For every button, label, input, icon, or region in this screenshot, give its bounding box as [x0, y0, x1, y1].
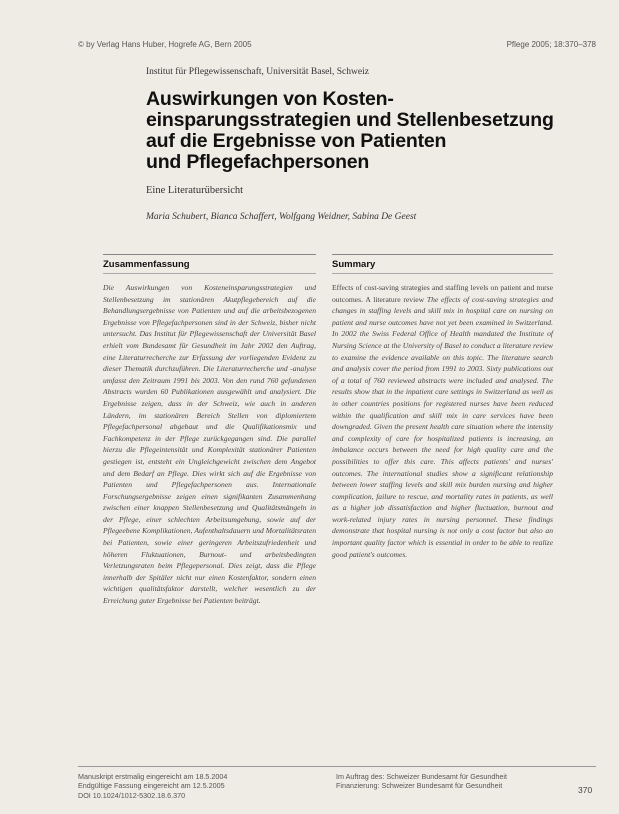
manuscript-final: Endgültige Fassung eingereicht am 12.5.2005: [78, 781, 225, 791]
title-line: auf die Ergebnisse von Patienten: [146, 130, 447, 152]
english-abstract: [332, 254, 553, 560]
english-abstract-lead: Effects of cost-saving strategies and staffing levels on patient and nurse outcomes. A literature review: [332, 283, 553, 304]
article-title: [146, 89, 586, 173]
footer-divider: [78, 766, 596, 767]
german-abstract-text: Die Auswirkungen von Kosteneinsparungsstrategien und Stellenbesetzung im stationären Akutpflegebereich auf die Behandlungsergebnisse von Patienten und auf die arbeitsbezogenen Ergebnisse von Pflegefachpersonen sind in der Schweiz, bisher nicht untersucht. Das Institut für Pflegewissenschaft der Universität Basel erhielt vom Bundesamt für Gesundheit im Jahr 2002 den Auftrag, eine Literaturrecherche zur Erfassung der vorliegenden Evidenz zu dieser Thematik durchzuführen. Die Literaturrecherche und -analyse umfasst den Zeitraum 1991 bis 2003. Von den rund 760 gefundenen Abstracts wurden 60 Publikationen ausgewählt und analysiert. Die Ergebnisse zeigen, dass in der Schweiz, wie auch in anderen Ländern, im stationären Bereich Stellen von diplomiertem Pflegefachpersonal abgebaut und die Qualifikationsmix und Fachkompetenz in der Pflege zurückgegangen sind. Die parallel hierzu die Pflegeintensität und Komplexität stationärer Patienten gestiegen ist, entsteht ein Ungleichgewicht zwischen dem Angebot und dem Bedarf an Pflege. Dies wirkt sich auf die Ergebnisse von Patienten und Pflegefachpersonen aus. Internationale Forschungsergebnisse zeigen einen signifikanten Zusammenhang zwischen einer knappen Stellenbesetzung und Qualitätsmängeln in der Pflege, einer schlechten Arbeitsumgebung, sowie auf der Pflegeebene Komplikationen, Aufenthaltsdauern und Mortalitätsraten bei Patienten, sowie einer geringeren Arbeitszufriedenheit und höheren Fluktuationen, Burnout- und arbeitsbedingten Verletzungsraten beim Pflegepersonal. Dies zeigt, dass die Pflege innerhalb der Spitäler nicht nur einen Kostenfaktor, sondern einen wichtigen qualitätsfaktor darstellt, welcher wesentlich zu der Erreichung guter Ergebnisse bei Patienten beiträgt.: [103, 283, 316, 606]
english-abstract-text: The effects of cost-saving strategies and changes in staffing levels and skill mix in hospital care on nursing on patient and nurse outcomes have not yet been examined in Switzerland. In 2002 the Swiss Federal Office of Health mandated the Institute of Nursing Science at the University of Basel to conduct a literature review to examine the evidence available on this topic. The literature search and analysis cover the period from 1991 to 2003. Sixty publications out of a total of 760 reviewed abstracts were included and analysed. The results show that in the inpatient care settings in Switzerland as well as in other countries positions for registered nurses have been reduced within the qualification and skill mix in care services have been downgraded. Given the present health care situation where the intensity and complexity of care for hospitalized patients is increasing, an imbalance occurs between the need for high quality care and the possibilities to offer this care. This affects patients' and nurses' outcomes. The international studies show a significant relationship between lower staffing levels and skill mix burden nursing and higher complication, failure to rescue, and mortality rates in patients, as well as a higher job dissatisfaction and higher fluctuation, burnout and work-related injury rates in nursing personnel. These findings demonstrate that hospital nursing is not only a cost factor but also an important quality factor which is essential in order to be able to realize good patient's outcomes.: [332, 294, 553, 559]
commission-line: Im Auftrag des: Schweizer Bundesamt für Gesundheit: [336, 772, 507, 781]
journal-reference: Pflege 2005; 18:370–378: [506, 40, 596, 49]
title-line: einsparungsstrategien und Stellenbesetzung: [146, 109, 554, 131]
german-abstract: [103, 254, 316, 607]
running-head: [78, 40, 596, 49]
title-line: und Pflegefachpersonen: [146, 151, 370, 173]
english-abstract-body: [332, 282, 553, 560]
article-subtitle: Eine Literaturübersicht: [146, 185, 244, 196]
funding-line: Finanzierung: Schweizer Bundesamt für Gesundheit: [336, 781, 503, 791]
manuscript-submitted: Manuskript erstmalig eingereicht am 18.5.2004: [78, 772, 228, 781]
author-list: Maria Schubert, Bianca Schaffert, Wolfgang Weidner, Sabina De Geest: [146, 212, 417, 222]
commission-info: [336, 772, 507, 791]
publisher-line: © by Verlag Hans Huber, Hogrefe AG, Bern 2005: [78, 40, 252, 49]
institute-affiliation: Institut für Pflegewissenschaft, Universität Basel, Schweiz: [146, 67, 369, 77]
manuscript-info: [78, 772, 227, 800]
german-abstract-heading: Zusammenfassung: [103, 254, 316, 274]
title-line: Auswirkungen von Kosten-: [146, 88, 394, 110]
english-abstract-heading: Summary: [332, 254, 553, 274]
page-number: 370: [578, 785, 593, 795]
doi-line: DOI 10.1024/1012-5302.18.6.370: [78, 790, 186, 800]
